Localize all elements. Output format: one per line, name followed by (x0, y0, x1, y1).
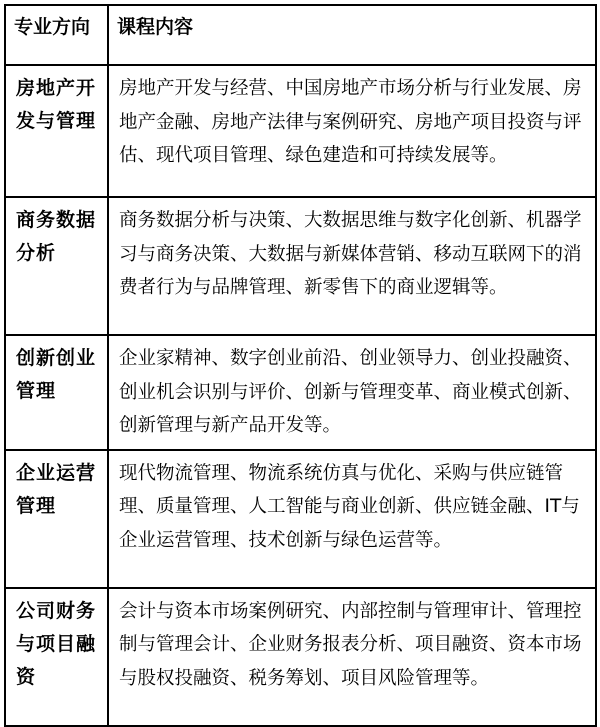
content-cell: 现代物流管理、物流系统仿真与优化、采购与供应链管理、质量管理、人工智能与商业创新、供应链金融、IT与企业运营管理、技术创新与绿色运营等。 (108, 450, 596, 588)
curriculum-table (4, 4, 597, 727)
direction-cell: 企业运营管理 (5, 450, 108, 588)
direction-cell: 房地产开发与管理 (5, 65, 108, 197)
table-row (5, 450, 596, 588)
header-content: 课程内容 (108, 5, 596, 65)
content-cell: 企业家精神、数字创业前沿、创业领导力、创业投融资、创业机会识别与评价、创新与管理变革、商业模式创新、创新管理与新产品开发等。 (108, 335, 596, 450)
table-row (5, 588, 596, 726)
direction-cell: 商务数据分析 (5, 197, 108, 335)
content-cell: 会计与资本市场案例研究、内部控制与管理审计、管理控制与管理会计、企业财务报表分析、项目融资、资本市场与股权投融资、税务筹划、项目风险管理等。 (108, 588, 596, 726)
content-cell: 商务数据分析与决策、大数据思维与数字化创新、机器学习与商务决策、大数据与新媒体营销、移动互联网下的消费者行为与品牌管理、新零售下的商业逻辑等。 (108, 197, 596, 335)
curriculum-document (4, 4, 595, 727)
header-direction: 专业方向 (5, 5, 108, 65)
direction-cell: 创新创业管理 (5, 335, 108, 450)
table-header-row (5, 5, 596, 65)
table-row (5, 197, 596, 335)
direction-cell: 公司财务与项目融资 (5, 588, 108, 726)
table-row (5, 335, 596, 450)
table-row (5, 65, 596, 197)
content-cell: 房地产开发与经营、中国房地产市场分析与行业发展、房地产金融、房地产法律与案例研究、房地产项目投资与评估、现代项目管理、绿色建造和可持续发展等。 (108, 65, 596, 197)
